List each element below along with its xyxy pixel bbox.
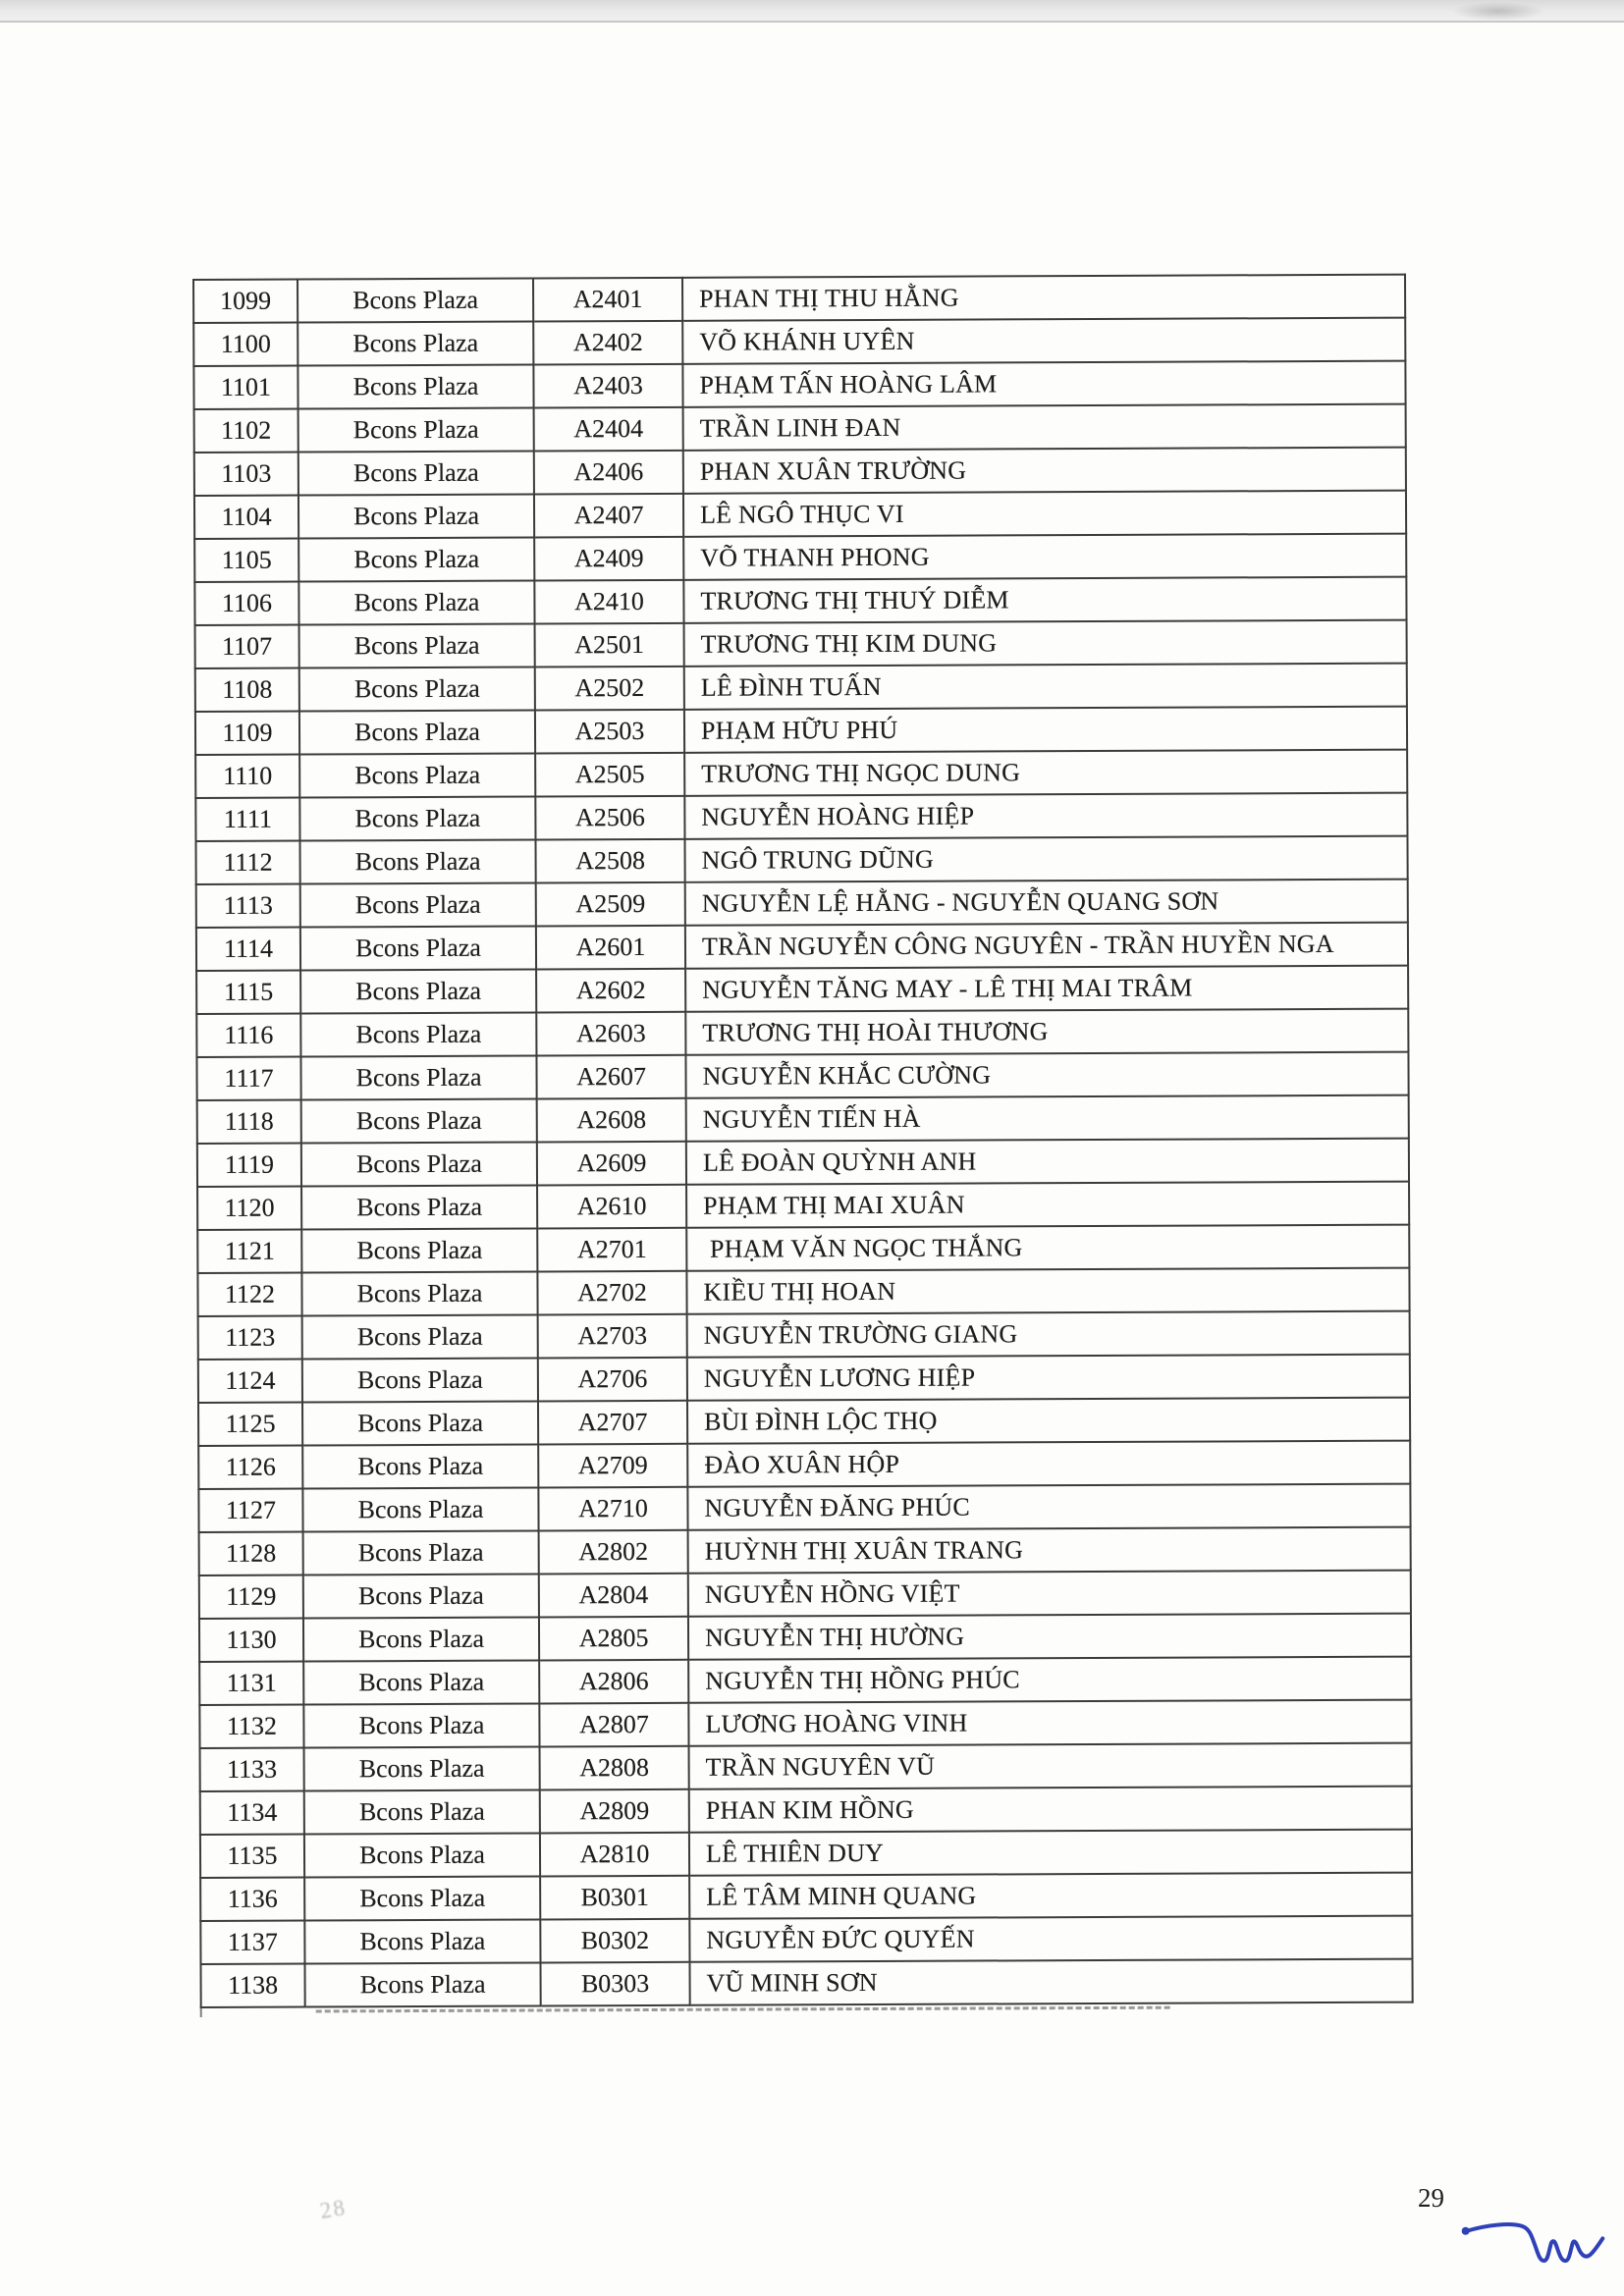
row-number-cell: 1099 <box>193 280 298 323</box>
row-number-cell: 1107 <box>195 625 299 668</box>
project-name-cell: Bcons Plaza <box>298 580 534 624</box>
unit-code-cell: A2609 <box>537 1142 686 1186</box>
project-name-cell: Bcons Plaza <box>298 451 534 495</box>
unit-code-cell: A2707 <box>538 1401 687 1445</box>
table-row <box>200 1787 1412 1835</box>
row-number-cell: 1100 <box>193 323 298 366</box>
owner-name-cell: NGUYỄN KHẮC CƯỜNG <box>685 1052 1408 1098</box>
unit-code-cell: A2401 <box>533 278 682 322</box>
table-row <box>197 1139 1409 1187</box>
unit-code-cell: A2402 <box>533 321 682 365</box>
unit-code-cell: A2706 <box>538 1358 687 1402</box>
project-name-cell: Bcons Plaza <box>300 1012 536 1056</box>
row-number-cell: 1117 <box>196 1057 300 1100</box>
row-number-cell: 1125 <box>198 1403 302 1446</box>
table-row <box>200 1743 1412 1791</box>
table-row <box>196 1052 1408 1100</box>
residents-table <box>192 274 1414 2008</box>
table-row <box>195 750 1407 798</box>
project-name-cell: Bcons Plaza <box>299 796 535 840</box>
table-row <box>197 1095 1409 1144</box>
owner-name-cell: TRƯƠNG THỊ KIM DUNG <box>684 620 1407 667</box>
owner-name-cell: PHẠM TẤN HOÀNG LÂM <box>682 361 1405 407</box>
scan-line-tail-artifact <box>200 2008 202 2017</box>
project-name-cell: Bcons Plaza <box>298 278 533 322</box>
project-name-cell: Bcons Plaza <box>299 753 535 797</box>
table-row <box>193 275 1405 323</box>
row-number-cell: 1123 <box>198 1316 302 1360</box>
row-number-cell: 1104 <box>194 496 298 539</box>
row-number-cell: 1131 <box>199 1662 303 1705</box>
table-row <box>199 1571 1411 1619</box>
table-row <box>194 491 1406 539</box>
project-name-cell: Bcons Plaza <box>299 623 535 667</box>
unit-code-cell: A2503 <box>535 710 684 754</box>
unit-code-cell: A2505 <box>535 753 684 797</box>
project-name-cell: Bcons Plaza <box>304 1746 540 1790</box>
unit-code-cell: A2607 <box>536 1055 685 1099</box>
row-number-cell: 1115 <box>196 971 300 1014</box>
unit-code-cell: A2808 <box>540 1746 689 1790</box>
table-row <box>199 1700 1411 1748</box>
table-row <box>198 1398 1410 1446</box>
owner-name-cell: LÊ NGÔ THỤC VI <box>683 491 1406 537</box>
table-row <box>197 1268 1409 1316</box>
row-number-cell: 1135 <box>200 1835 304 1878</box>
row-number-cell: 1111 <box>195 798 299 841</box>
project-name-cell: Bcons Plaza <box>304 1919 540 1963</box>
owner-name-cell: NGUYỄN ĐỨC QUYẾN <box>689 1916 1412 1962</box>
project-name-cell: Bcons Plaza <box>304 1833 540 1877</box>
row-number-cell: 1126 <box>198 1446 302 1489</box>
project-name-cell: Bcons Plaza <box>298 407 534 452</box>
owner-name-cell: NGUYỄN THỊ HỒNG PHÚC <box>688 1657 1411 1703</box>
owner-name-cell: LÊ ĐÌNH TUẤN <box>684 664 1407 710</box>
owner-name-cell: PHAN THỊ THU HẰNG <box>682 275 1405 321</box>
row-number-cell: 1138 <box>200 1964 304 2007</box>
row-number-cell: 1106 <box>194 582 298 625</box>
project-name-cell: Bcons Plaza <box>300 926 536 970</box>
owner-name-cell: TRẦN NGUYÊN VŨ <box>689 1743 1412 1789</box>
table-row <box>194 448 1406 496</box>
row-number-cell: 1130 <box>199 1619 303 1662</box>
scan-edge-artifact <box>0 0 1624 23</box>
project-name-cell: Bcons Plaza <box>303 1617 539 1661</box>
owner-name-cell: NGUYỄN THỊ HƯỜNG <box>688 1614 1411 1660</box>
table-row <box>196 966 1408 1014</box>
unit-code-cell: A2501 <box>535 623 684 667</box>
row-number-cell: 1109 <box>195 712 299 755</box>
row-number-cell: 1118 <box>197 1100 301 1144</box>
project-name-cell: Bcons Plaza <box>302 1358 538 1402</box>
unit-code-cell: A2506 <box>535 796 684 840</box>
unit-code-cell: A2809 <box>540 1789 689 1834</box>
project-name-cell: Bcons Plaza <box>298 364 533 408</box>
table-row <box>197 1225 1409 1273</box>
row-number-cell: 1136 <box>200 1878 304 1921</box>
unit-code-cell: B0302 <box>540 1919 689 1963</box>
owner-name-cell: VÕ THANH PHONG <box>683 534 1406 580</box>
owner-name-cell: LƯƠNG HOÀNG VINH <box>688 1700 1411 1746</box>
table-row <box>195 620 1407 668</box>
owner-name-cell: BÙI ĐÌNH LỘC THỌ <box>687 1398 1410 1444</box>
unit-code-cell: A2804 <box>539 1574 688 1618</box>
unit-code-cell: A2406 <box>534 451 683 495</box>
row-number-cell: 1133 <box>200 1748 304 1791</box>
project-name-cell: Bcons Plaza <box>304 1876 540 1920</box>
owner-name-cell: PHAN XUÂN TRƯỜNG <box>683 448 1406 494</box>
owner-name-cell: NGUYỄN TRƯỜNG GIANG <box>687 1311 1410 1358</box>
project-name-cell: Bcons Plaza <box>298 537 534 581</box>
project-name-cell: Bcons Plaza <box>300 969 536 1013</box>
table-row <box>196 836 1408 884</box>
row-number-cell: 1112 <box>196 841 300 884</box>
project-name-cell: Bcons Plaza <box>298 321 533 365</box>
table-row <box>194 577 1406 625</box>
table-row <box>198 1484 1410 1532</box>
owner-name-cell: NGUYỄN HOÀNG HIỆP <box>684 793 1407 839</box>
row-number-cell: 1134 <box>200 1791 304 1835</box>
table-row <box>196 880 1408 928</box>
table-row <box>194 404 1406 453</box>
row-number-cell: 1121 <box>197 1230 301 1273</box>
project-name-cell: Bcons Plaza <box>302 1314 538 1359</box>
owner-name-cell: TRẦN LINH ĐAN <box>683 404 1406 451</box>
unit-code-cell: A2806 <box>539 1660 688 1704</box>
unit-code-cell: A2701 <box>537 1228 686 1272</box>
unit-code-cell: A2409 <box>534 537 683 581</box>
unit-code-cell: A2502 <box>535 667 684 711</box>
table-row <box>198 1311 1410 1360</box>
footer-smudge: 28 <box>318 2195 349 2223</box>
table-row <box>196 1009 1408 1057</box>
table-row <box>200 1873 1412 1921</box>
owner-name-cell: TRƯƠNG THỊ THUÝ DIỄM <box>683 577 1406 623</box>
project-name-cell: Bcons Plaza <box>303 1530 539 1575</box>
unit-code-cell: A2608 <box>537 1098 686 1143</box>
residents-table-wrap <box>192 274 1414 2008</box>
unit-code-cell: A2602 <box>536 969 685 1013</box>
row-number-cell: 1124 <box>198 1360 302 1403</box>
owner-name-cell: VŨ MINH SƠN <box>689 1959 1412 2005</box>
project-name-cell: Bcons Plaza <box>303 1574 539 1618</box>
owner-name-cell: PHẠM HỮU PHÚ <box>684 707 1407 753</box>
project-name-cell: Bcons Plaza <box>299 839 535 883</box>
table-row <box>198 1355 1410 1403</box>
owner-name-cell: HUỲNH THỊ XUÂN TRANG <box>688 1527 1411 1574</box>
table-row <box>195 707 1407 755</box>
unit-code-cell: A2702 <box>537 1271 686 1315</box>
owner-name-cell: PHẠM VĂN NGỌC THẮNG <box>686 1225 1409 1271</box>
project-name-cell: Bcons Plaza <box>301 1185 537 1229</box>
row-number-cell: 1119 <box>197 1144 301 1187</box>
unit-code-cell: A2802 <box>539 1530 688 1575</box>
row-number-cell: 1128 <box>199 1532 303 1575</box>
row-number-cell: 1101 <box>193 366 298 409</box>
owner-name-cell: ĐÀO XUÂN HỘP <box>687 1441 1410 1487</box>
row-number-cell: 1113 <box>196 884 300 928</box>
unit-code-cell: A2404 <box>534 407 683 452</box>
project-name-cell: Bcons Plaza <box>302 1401 538 1445</box>
project-name-cell: Bcons Plaza <box>301 1271 537 1315</box>
project-name-cell: Bcons Plaza <box>299 667 535 711</box>
table-row <box>194 534 1406 582</box>
table-row <box>200 1916 1412 1964</box>
row-number-cell: 1137 <box>200 1921 304 1964</box>
table-row <box>196 923 1408 971</box>
owner-name-cell: PHẠM THỊ MAI XUÂN <box>686 1182 1409 1228</box>
project-name-cell: Bcons Plaza <box>301 1228 537 1272</box>
unit-code-cell: A2709 <box>538 1444 687 1488</box>
owner-name-cell: NGUYỄN ĐĂNG PHÚC <box>687 1484 1410 1530</box>
owner-name-cell: NGUYỄN HỒNG VIỆT <box>688 1571 1411 1617</box>
unit-code-cell: A2509 <box>536 882 685 927</box>
unit-code-cell: A2603 <box>536 1012 685 1056</box>
project-name-cell: Bcons Plaza <box>304 1962 540 2006</box>
project-name-cell: Bcons Plaza <box>303 1660 539 1704</box>
row-number-cell: 1116 <box>196 1014 300 1057</box>
scan-corner-smudge <box>1451 2 1545 21</box>
table-row <box>199 1527 1411 1575</box>
table-row <box>193 361 1405 409</box>
project-name-cell: Bcons Plaza <box>301 1098 537 1143</box>
project-name-cell: Bcons Plaza <box>299 710 535 754</box>
unit-code-cell: A2508 <box>535 839 684 883</box>
project-name-cell: Bcons Plaza <box>300 882 536 927</box>
project-name-cell: Bcons Plaza <box>303 1703 539 1747</box>
owner-name-cell: LÊ TÂM MINH QUANG <box>689 1873 1412 1919</box>
owner-name-cell: NGUYỄN LỆ HẰNG - NGUYỄN QUANG SƠN <box>685 880 1408 926</box>
owner-name-cell: TRẦN NGUYỄN CÔNG NGUYÊN - TRẦN HUYỀN NGA <box>685 923 1408 969</box>
unit-code-cell: A2710 <box>538 1487 687 1531</box>
row-number-cell: 1129 <box>199 1575 303 1619</box>
table-row <box>193 318 1405 366</box>
unit-code-cell: A2410 <box>534 580 683 624</box>
row-number-cell: 1122 <box>197 1273 301 1316</box>
owner-name-cell: LÊ ĐOÀN QUỲNH ANH <box>686 1139 1409 1185</box>
project-name-cell: Bcons Plaza <box>302 1487 538 1531</box>
project-name-cell: Bcons Plaza <box>300 1055 536 1099</box>
row-number-cell: 1110 <box>195 755 299 798</box>
table-row <box>199 1614 1411 1662</box>
table-row <box>199 1657 1411 1705</box>
row-number-cell: 1103 <box>194 453 298 496</box>
table-row <box>195 664 1407 712</box>
row-number-cell: 1127 <box>198 1489 302 1532</box>
owner-name-cell: NGUYỄN LƯƠNG HIỆP <box>687 1355 1410 1401</box>
owner-name-cell: NGUYỄN TIẾN HÀ <box>686 1095 1409 1142</box>
project-name-cell: Bcons Plaza <box>298 494 534 538</box>
row-number-cell: 1105 <box>194 539 298 582</box>
owner-name-cell: TRƯƠNG THỊ NGỌC DUNG <box>684 750 1407 796</box>
owner-name-cell: TRƯƠNG THỊ HOÀI THƯƠNG <box>685 1009 1408 1055</box>
owner-name-cell: PHAN KIM HỒNG <box>689 1787 1412 1833</box>
project-name-cell: Bcons Plaza <box>304 1789 540 1834</box>
unit-code-cell: A2403 <box>533 364 682 408</box>
unit-code-cell: A2407 <box>534 494 683 538</box>
row-number-cell: 1114 <box>196 928 300 971</box>
row-number-cell: 1108 <box>195 668 299 712</box>
unit-code-cell: A2601 <box>536 926 685 970</box>
table-row <box>200 1959 1412 2007</box>
table-row <box>197 1182 1409 1230</box>
row-number-cell: 1102 <box>194 409 298 453</box>
project-name-cell: Bcons Plaza <box>302 1444 538 1488</box>
page-number: 29 <box>1418 2183 1444 2213</box>
owner-name-cell: VÕ KHÁNH UYÊN <box>682 318 1405 364</box>
owner-name-cell: KIỀU THỊ HOAN <box>686 1268 1409 1314</box>
table-row <box>200 1830 1412 1878</box>
table-row <box>198 1441 1410 1489</box>
owner-name-cell: NGUYỄN TĂNG MAY - LÊ THỊ MAI TRÂM <box>685 966 1408 1012</box>
unit-code-cell: A2805 <box>539 1617 688 1661</box>
unit-code-cell: A2807 <box>539 1703 688 1747</box>
unit-code-cell: B0301 <box>540 1876 689 1920</box>
project-name-cell: Bcons Plaza <box>301 1142 537 1186</box>
signature-ink <box>1459 2215 1608 2275</box>
unit-code-cell: A2610 <box>537 1185 686 1229</box>
owner-name-cell: NGÔ TRUNG DŨNG <box>684 836 1407 882</box>
row-number-cell: 1120 <box>197 1187 301 1230</box>
unit-code-cell: A2703 <box>538 1314 687 1359</box>
unit-code-cell: B0303 <box>540 1962 689 2006</box>
row-number-cell: 1132 <box>199 1705 303 1748</box>
unit-code-cell: A2810 <box>540 1833 689 1877</box>
owner-name-cell: LÊ THIÊN DUY <box>689 1830 1412 1876</box>
table-row <box>195 793 1407 841</box>
